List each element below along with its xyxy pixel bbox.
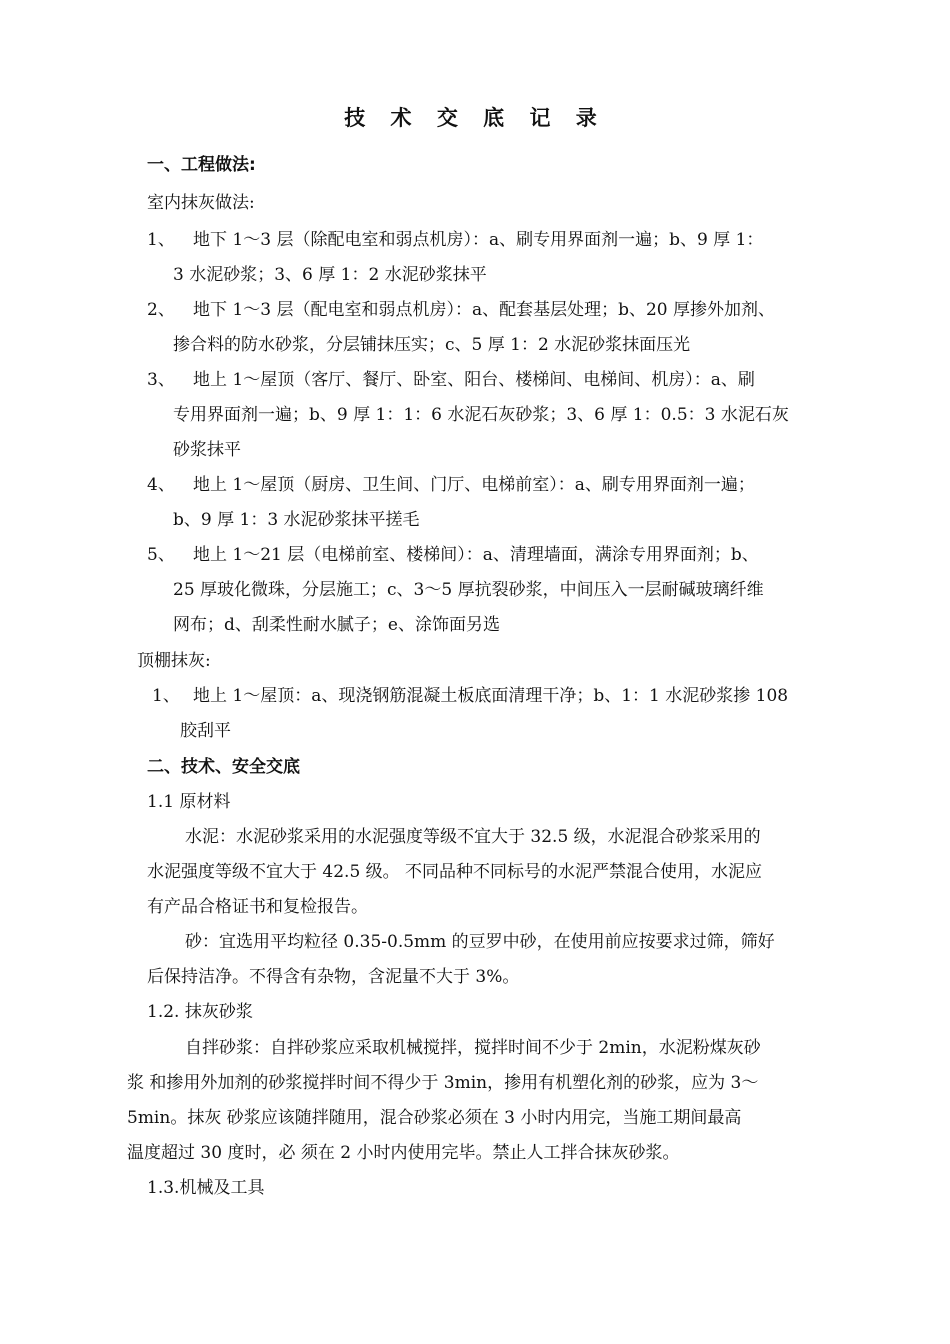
mortar-para-line-2: 浆 和掺用外加剂的砂浆搅拌时间不得少于 3min，掺用有机塑化剂的砂浆，应为 3～ xyxy=(127,1073,759,1093)
section2-heading: 二、技术、安全交底 xyxy=(147,757,300,777)
item-1-number: 1、 xyxy=(147,230,175,250)
mortar-para-line-3: 5min。抹灰 砂浆应该随拌随用，混合砂浆必须在 3 小时内用完，当施工期间最高 xyxy=(127,1108,742,1128)
item-5-line-1: 地上 1～21 层（电梯前室、楼梯间）：a、清理墙面，满涂专用界面剂；b、 xyxy=(193,545,759,565)
ceiling-item-line-1: 地上 1～屋顶：a、现浇钢筋混凝土板底面清理干净；b、1：1 水泥砂浆掺 108 xyxy=(193,686,789,706)
mortar-para-line-1: 自拌砂浆：自拌砂浆应采取机械搅拌，搅拌时间不少于 2min，水泥粉煤灰砂 xyxy=(185,1038,761,1058)
item-2-number: 2、 xyxy=(147,300,175,320)
item-2-line-1: 地下 1～3 层（配电室和弱点机房）：a、配套基层处理；b、20 厚掺外加剂、 xyxy=(193,300,775,320)
subsection-1-3: 1.3.机械及工具 xyxy=(147,1178,265,1198)
section1-heading: 一、工程做法: xyxy=(147,155,256,175)
ceiling-item-number: 1、 xyxy=(152,686,180,706)
subsection-1-2: 1.2. 抹灰砂浆 xyxy=(147,1002,253,1022)
sand-para-line-2: 后保持洁净。不得含有杂物，含泥量不大于 3%。 xyxy=(147,967,520,987)
item-5-line-2: 25 厚玻化微珠，分层施工；c、3～5 厚抗裂砂浆，中间压入一层耐碱玻璃纤维 xyxy=(173,580,764,600)
item-4-line-1: 地上 1～屋顶（厨房、卫生间、门厅、电梯前室）：a、刷专用界面剂一遍； xyxy=(193,475,755,495)
ceiling-label: 顶棚抹灰: xyxy=(137,651,211,671)
subsection-1-1: 1.1 原材料 xyxy=(147,792,231,812)
item-3-line-1: 地上 1～屋顶（客厅、餐厅、卧室、阳台、楼梯间、电梯间、机房）：a、刷 xyxy=(193,370,755,390)
cement-para-line-3: 有产品合格证书和复检报告。 xyxy=(147,897,368,917)
item-2-line-2: 掺合料的防水砂浆，分层铺抹压实；c、5 厚 1：2 水泥砂浆抹面压光 xyxy=(173,335,691,355)
ceiling-item-line-2: 胶刮平 xyxy=(180,721,231,741)
item-5-line-3: 网布；d、刮柔性耐水腻子；e、涂饰面另选 xyxy=(173,615,500,635)
sand-para-line-1: 砂：宜选用平均粒径 0.35-0.5mm 的豆罗中砂，在使用前应按要求过筛，筛好 xyxy=(185,932,775,952)
cement-para-line-2: 水泥强度等级不宜大于 42.5 级。 不同品种不同标号的水泥严禁混合使用，水泥应 xyxy=(147,862,763,882)
item-4-number: 4、 xyxy=(147,475,175,495)
page-title: 技 术 交 底 记 录 xyxy=(344,106,606,130)
item-3-line-2: 专用界面剂一遍；b、9 厚 1：1：6 水泥石灰砂浆；3、6 厚 1：0.5：3 水泥石灰 xyxy=(173,405,789,425)
indoor-label: 室内抹灰做法: xyxy=(147,193,255,213)
item-1-line-2: 3 水泥砂浆；3、6 厚 1：2 水泥砂浆抹平 xyxy=(173,265,487,285)
item-3-number: 3、 xyxy=(147,370,175,390)
item-4-line-2: b、9 厚 1：3 水泥砂浆抹平搓毛 xyxy=(173,510,420,530)
mortar-para-line-4: 温度超过 30 度时，必 须在 2 小时内使用完毕。禁止人工拌合抹灰砂浆。 xyxy=(127,1143,680,1163)
item-5-number: 5、 xyxy=(147,545,175,565)
cement-para-line-1: 水泥：水泥砂浆采用的水泥强度等级不宜大于 32.5 级，水泥混合砂浆采用的 xyxy=(185,827,761,847)
item-3-line-3: 砂浆抹平 xyxy=(173,440,241,460)
item-1-line-1: 地下 1～3 层（除配电室和弱点机房）：a、刷专用界面剂一遍；b、9 厚 1： xyxy=(193,230,764,250)
